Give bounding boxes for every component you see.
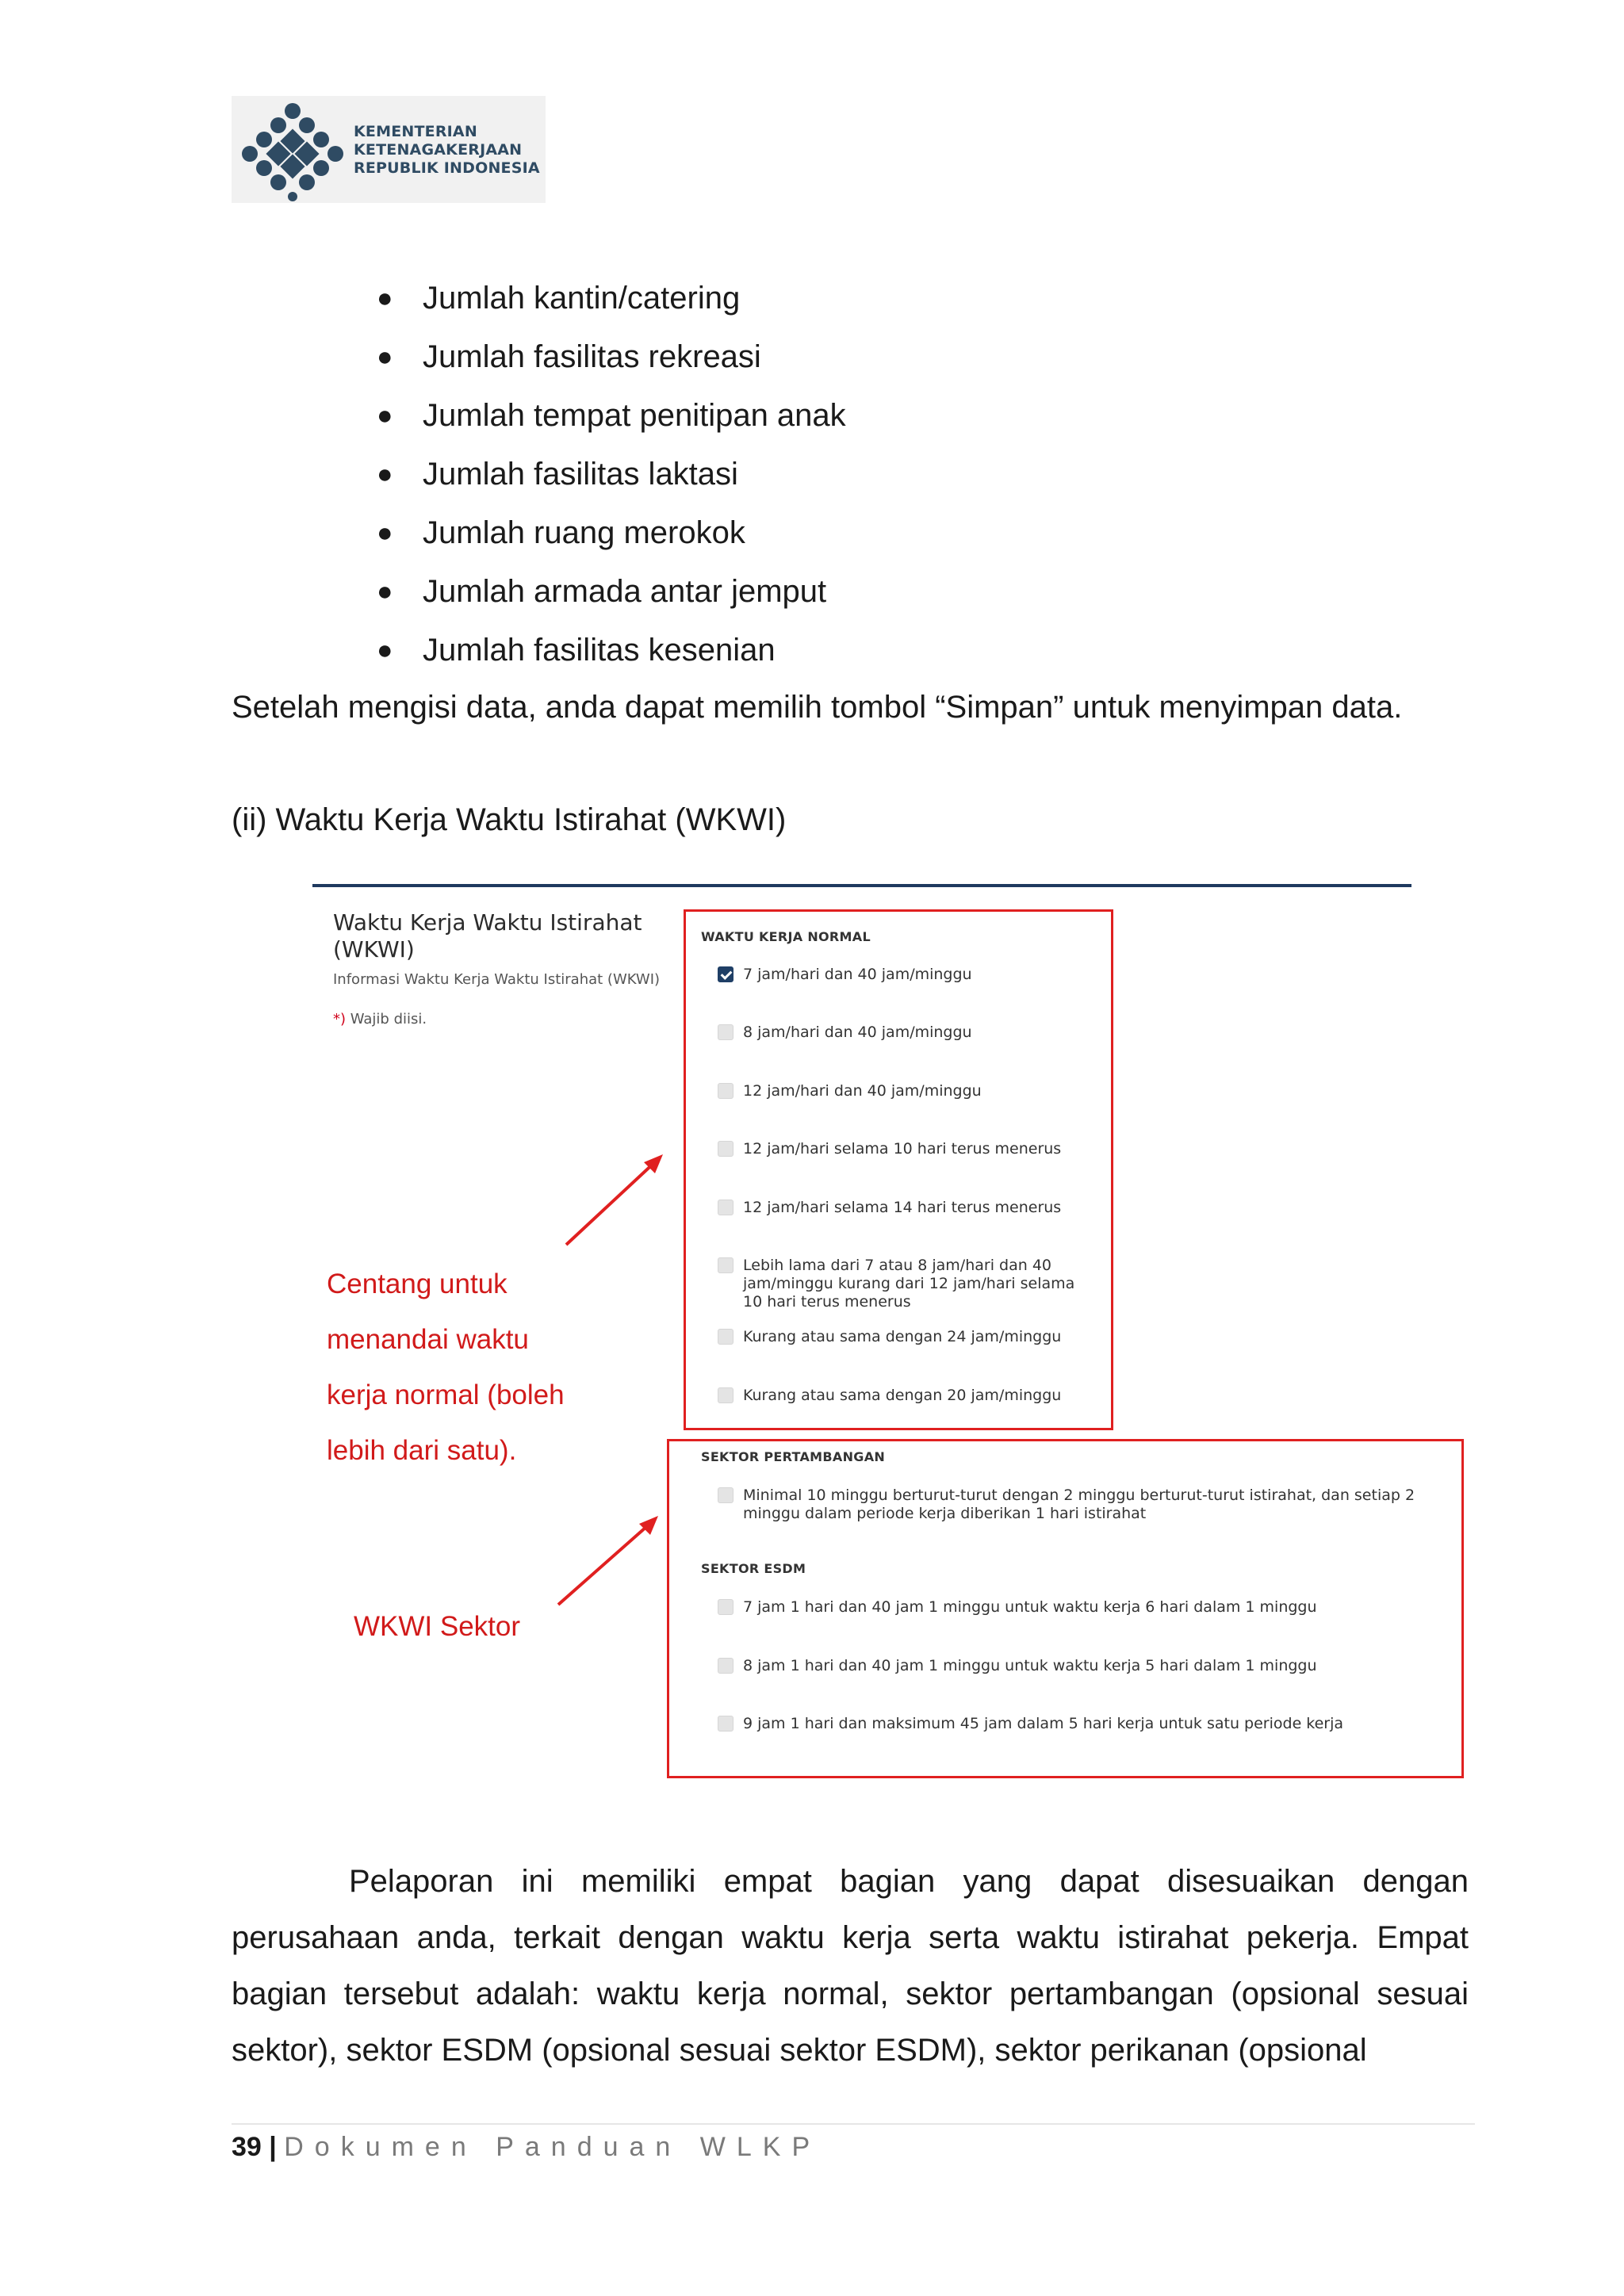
option-normal-longer[interactable] xyxy=(718,1257,1098,1311)
option-mining-10-weeks[interactable] xyxy=(718,1487,1415,1523)
annotation-line: Centang untuk xyxy=(327,1269,508,1299)
checkbox[interactable] xyxy=(718,1083,733,1099)
section-heading: (ii) Waktu Kerja Waktu Istirahat (WKWI) xyxy=(232,802,787,837)
page-number: 39 xyxy=(232,2132,262,2162)
option-normal-20h[interactable] xyxy=(718,1387,1098,1405)
footer-divider xyxy=(232,2123,1475,2125)
option-label: 12 jam/hari dan 40 jam/minggu xyxy=(743,1082,982,1100)
bullet-text: Jumlah kantin/catering xyxy=(423,281,741,316)
required-note xyxy=(333,1011,427,1027)
ministry-logo xyxy=(232,96,546,203)
option-normal-12h-14d[interactable] xyxy=(718,1199,1098,1217)
bullet-text: Jumlah armada antar jemput xyxy=(423,574,827,609)
bullet-icon: ● xyxy=(377,635,393,665)
bullet-text: Jumlah fasilitas laktasi xyxy=(423,457,738,492)
option-normal-8h[interactable] xyxy=(718,1024,1098,1042)
mining-sector-heading: SEKTOR PERTAMBANGAN xyxy=(701,1449,886,1464)
list-item xyxy=(377,450,846,509)
bullet-text: Jumlah fasilitas kesenian xyxy=(423,633,776,668)
list-item xyxy=(377,392,846,450)
option-normal-12h-40[interactable] xyxy=(718,1082,1098,1100)
facility-bullet-list xyxy=(377,274,846,685)
option-label: 12 jam/hari selama 14 hari terus menerus xyxy=(743,1199,1062,1216)
option-label: 7 jam 1 hari dan 40 jam 1 minggu untuk waktu kerja 6 hari dalam 1 minggu xyxy=(743,1598,1317,1616)
arrow-icon xyxy=(547,1506,674,1617)
option-normal-12h-10d[interactable] xyxy=(718,1140,1098,1158)
checkbox[interactable] xyxy=(718,1329,733,1345)
normal-hours-annotation xyxy=(327,1257,565,1479)
logo-line: KETENAGAKERJAAN xyxy=(354,141,523,159)
checkbox[interactable] xyxy=(718,1487,733,1503)
option-label: 7 jam/hari dan 40 jam/minggu xyxy=(743,966,972,983)
checkbox[interactable] xyxy=(718,1599,733,1615)
option-label: Kurang atau sama dengan 24 jam/minggu xyxy=(743,1328,1062,1345)
option-label: 8 jam/hari dan 40 jam/minggu xyxy=(743,1024,972,1041)
option-label: Kurang atau sama dengan 20 jam/minggu xyxy=(743,1387,1062,1404)
option-label: 8 jam 1 hari dan 40 jam 1 minggu untuk waktu kerja 5 hari dalam 1 minggu xyxy=(743,1657,1317,1674)
bullet-text: Jumlah ruang merokok xyxy=(423,515,745,550)
bullet-text: Jumlah fasilitas rekreasi xyxy=(423,339,761,374)
list-item xyxy=(377,626,846,685)
option-esdm-7h[interactable] xyxy=(718,1598,1415,1617)
list-item xyxy=(377,568,846,626)
bullet-icon: ● xyxy=(377,283,393,313)
bullet-text: Jumlah tempat penitipan anak xyxy=(423,398,846,433)
save-instruction: Setelah mengisi data, anda dapat memilih tombol “Simpan” untuk menyimpan data. xyxy=(232,690,1403,725)
list-item xyxy=(377,509,846,568)
form-subtitle: Informasi Waktu Kerja Waktu Istirahat (WKWI) xyxy=(333,971,661,988)
option-label: Minimal 10 minggu berturut-turut dengan 2 minggu berturut-turut istirahat, dan setiap 2 minggu dalam periode kerja diberikan 1 hari istirahat xyxy=(743,1487,1415,1522)
logo-line: REPUBLIK INDONESIA xyxy=(354,159,540,177)
bullet-icon: ● xyxy=(377,459,393,489)
required-star: *) xyxy=(333,1011,347,1027)
checkbox[interactable] xyxy=(718,1387,733,1403)
normal-hours-highlight xyxy=(684,909,1113,1430)
annotation-line: lebih dari satu). xyxy=(327,1435,517,1466)
form-top-border xyxy=(312,884,1411,887)
esdm-sector-heading: SEKTOR ESDM xyxy=(701,1561,806,1576)
checkbox[interactable] xyxy=(718,1257,733,1273)
option-label: Lebih lama dari 7 atau 8 jam/hari dan 40 jam/minggu kurang dari 12 jam/hari selama 10 hari terus menerus xyxy=(743,1257,1075,1311)
paragraph-text: Pelaporan ini memiliki empat bagian yang dapat disesuaikan dengan perusahaan anda, terkait dengan waktu kerja serta waktu istirahat pekerja. Empat bagian tersebut adalah: waktu kerja normal, sektor pertambangan (opsional sesuai sektor), sektor ESDM (opsional sesuai sektor ESDM), sektor perikanan (opsional xyxy=(232,1864,1469,2068)
body-paragraph xyxy=(232,1854,1469,2079)
checkbox[interactable] xyxy=(718,1658,733,1674)
option-label: 12 jam/hari selama 10 hari terus menerus xyxy=(743,1140,1062,1158)
logo-line: KEMENTERIAN xyxy=(354,123,477,140)
annotation-line: kerja normal (boleh xyxy=(327,1380,565,1410)
bullet-icon: ● xyxy=(377,342,393,372)
option-label: 9 jam 1 hari dan maksimum 45 jam dalam 5 hari kerja untuk satu periode kerja xyxy=(743,1715,1344,1732)
checkbox[interactable] xyxy=(718,1200,733,1215)
annotation-line: menandai waktu xyxy=(327,1324,529,1355)
logo-wordmark xyxy=(354,123,540,178)
page-footer xyxy=(232,2127,821,2167)
checkbox[interactable] xyxy=(718,1716,733,1732)
bullet-icon: ● xyxy=(377,576,393,607)
footer-separator: | xyxy=(261,2132,285,2162)
arrow-icon xyxy=(547,1142,674,1269)
checkbox[interactable] xyxy=(718,1024,733,1040)
checkbox-checked[interactable] xyxy=(718,966,733,982)
document-title: Dokumen Panduan WLKP xyxy=(284,2132,822,2162)
option-esdm-8h[interactable] xyxy=(718,1657,1415,1675)
required-text: Wajib diisi. xyxy=(346,1011,427,1027)
option-normal-7h[interactable] xyxy=(718,966,1098,984)
list-item xyxy=(377,274,846,333)
bullet-icon: ● xyxy=(377,400,393,430)
ministry-emblem-icon xyxy=(235,98,350,201)
bullet-icon: ● xyxy=(377,518,393,548)
checkbox[interactable] xyxy=(718,1141,733,1157)
list-item xyxy=(377,333,846,392)
option-esdm-9h[interactable] xyxy=(718,1715,1415,1733)
sector-annotation: WKWI Sektor xyxy=(354,1611,521,1642)
option-normal-24h[interactable] xyxy=(718,1328,1098,1346)
normal-hours-heading: WAKTU KERJA NORMAL xyxy=(701,929,871,944)
form-title: Waktu Kerja Waktu Istirahat (WKWI) xyxy=(333,909,642,962)
